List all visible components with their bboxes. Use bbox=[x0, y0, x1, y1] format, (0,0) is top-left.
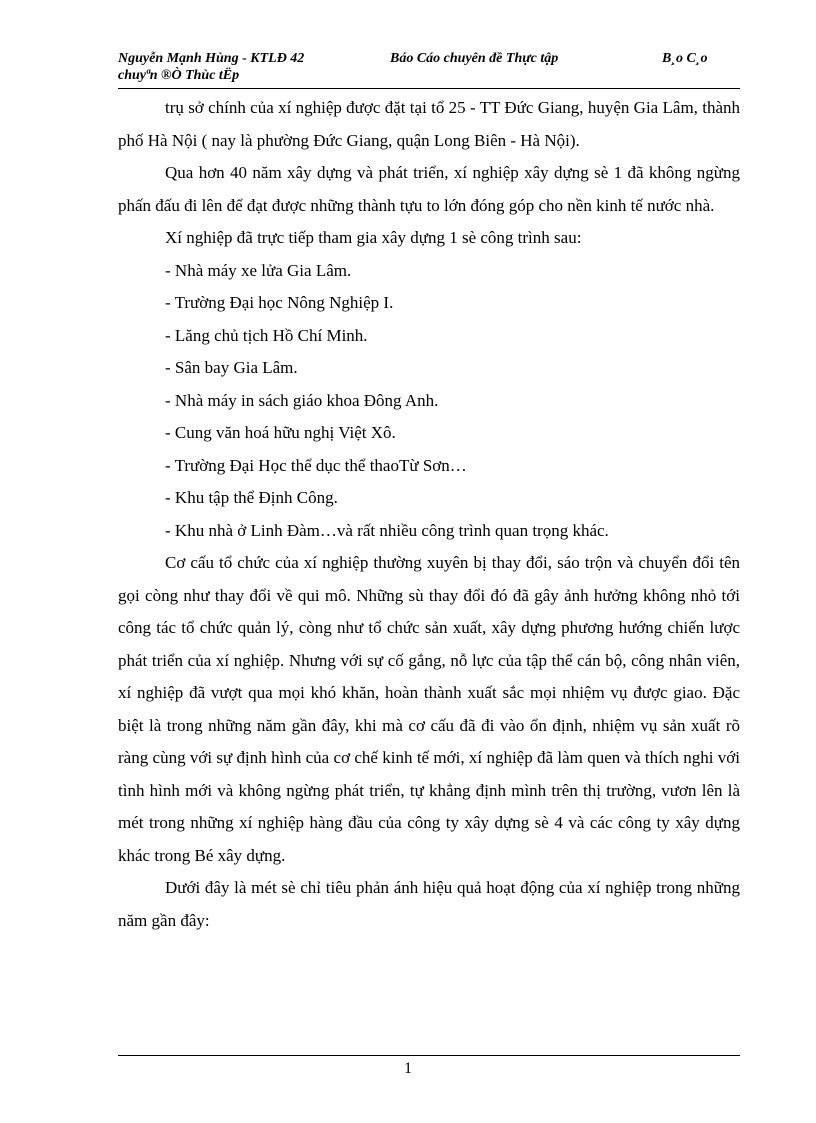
paragraph-1: trụ sở chính của xí nghiệp được đặt tại tổ 25 - TT Đức Giang, huyện Gia Lâm, thành phố Hà Nội ( nay là phường Đức Giang, quận Long Biên - Hà Nội). bbox=[118, 98, 740, 150]
project-item: - Trường Đại Học thể dục thể thaoTừ Sơn… bbox=[165, 455, 467, 475]
footer-divider bbox=[118, 1055, 740, 1056]
project-item: - Sân bay Gia Lâm. bbox=[165, 358, 298, 377]
header-author: Nguyễn Mạnh Hùng - KTLĐ 42 bbox=[118, 51, 305, 66]
project-list bbox=[118, 255, 740, 548]
document-body bbox=[118, 92, 740, 937]
project-item: - Nhà máy in sách giáo khoa Đông Anh. bbox=[165, 390, 439, 410]
project-item: - Cung văn hoá hữu nghị Việt Xô. bbox=[165, 423, 396, 442]
project-item: - Lăng chủ tịch Hồ Chí Minh. bbox=[165, 325, 368, 345]
paragraph-2: Qua hơn 40 năm xây dựng và phát triển, xí nghiệp xây dựng sè 1 đã không ngừng phấn đấu đi lên để đạt được những thành tựu to lớn đóng góp cho nền kinh tế nước nhà. bbox=[118, 163, 740, 215]
paragraph-5: Dưới đây là mét sè chỉ tiêu phản ánh hiệu quả hoạt động của xí nghiệp trong những năm gần đây: bbox=[118, 878, 740, 930]
paragraph-3: Xí nghiệp đã trực tiếp tham gia xây dựng 1 sè công trình sau: bbox=[165, 228, 582, 247]
paragraph-4: Cơ cấu tổ chức của xí nghiệp thường xuyên bị thay đổi, sáo trộn và chuyển đổi tên gọi còng như thay đổi về qui mô. Những sù thay đổi đó đã gây ảnh hưởng không nhỏ tới công tác tổ chức quản lý, còng như tổ chức sản xuất, xây dựng phương hướng chiến lược phát triển của xí nghiệp. Nhưng với sự cố gắng, nỗ lực của tập thể cán bộ, công nhân viên, xí nghiệp đã vượt qua mọi khó khăn, hoàn thành xuất sắc mọi nhiệm vụ được giao. Đặc biệt là trong những năm gần đây, khi mà cơ cấu đã đi vào ổn định, nhiệm vụ sản xuất rõ ràng cùng với sự định hình của cơ chế kinh tế mới, xí nghiệp đã làm quen và thích nghi với tình hình mới và không ngừng phát triển, tự khẳng định mình trên thị trường, vươn lên là mét trong những xí nghiệp hàng đầu của công ty xây dựng sè 4 và các công ty xây dựng khác trong Bé xây dựng. bbox=[118, 553, 740, 865]
project-item: - Khu tập thể Định Công. bbox=[165, 488, 338, 507]
project-item: - Khu nhà ở Linh Đàm…và rất nhiều công trình quan trọng khác. bbox=[165, 520, 609, 540]
header-right-label: B¸o C¸o bbox=[662, 51, 708, 66]
header-title: Báo Cáo chuyên đề Thực tập bbox=[390, 51, 559, 66]
header-subtitle: chuyªn ®Ò Thùc tËp bbox=[118, 68, 240, 83]
page-header bbox=[118, 50, 740, 89]
project-item: - Trường Đại học Nông Nghiệp I. bbox=[165, 293, 394, 312]
project-item: - Nhà máy xe lửa Gia Lâm. bbox=[165, 260, 352, 280]
page-number: 1 bbox=[404, 1060, 412, 1077]
